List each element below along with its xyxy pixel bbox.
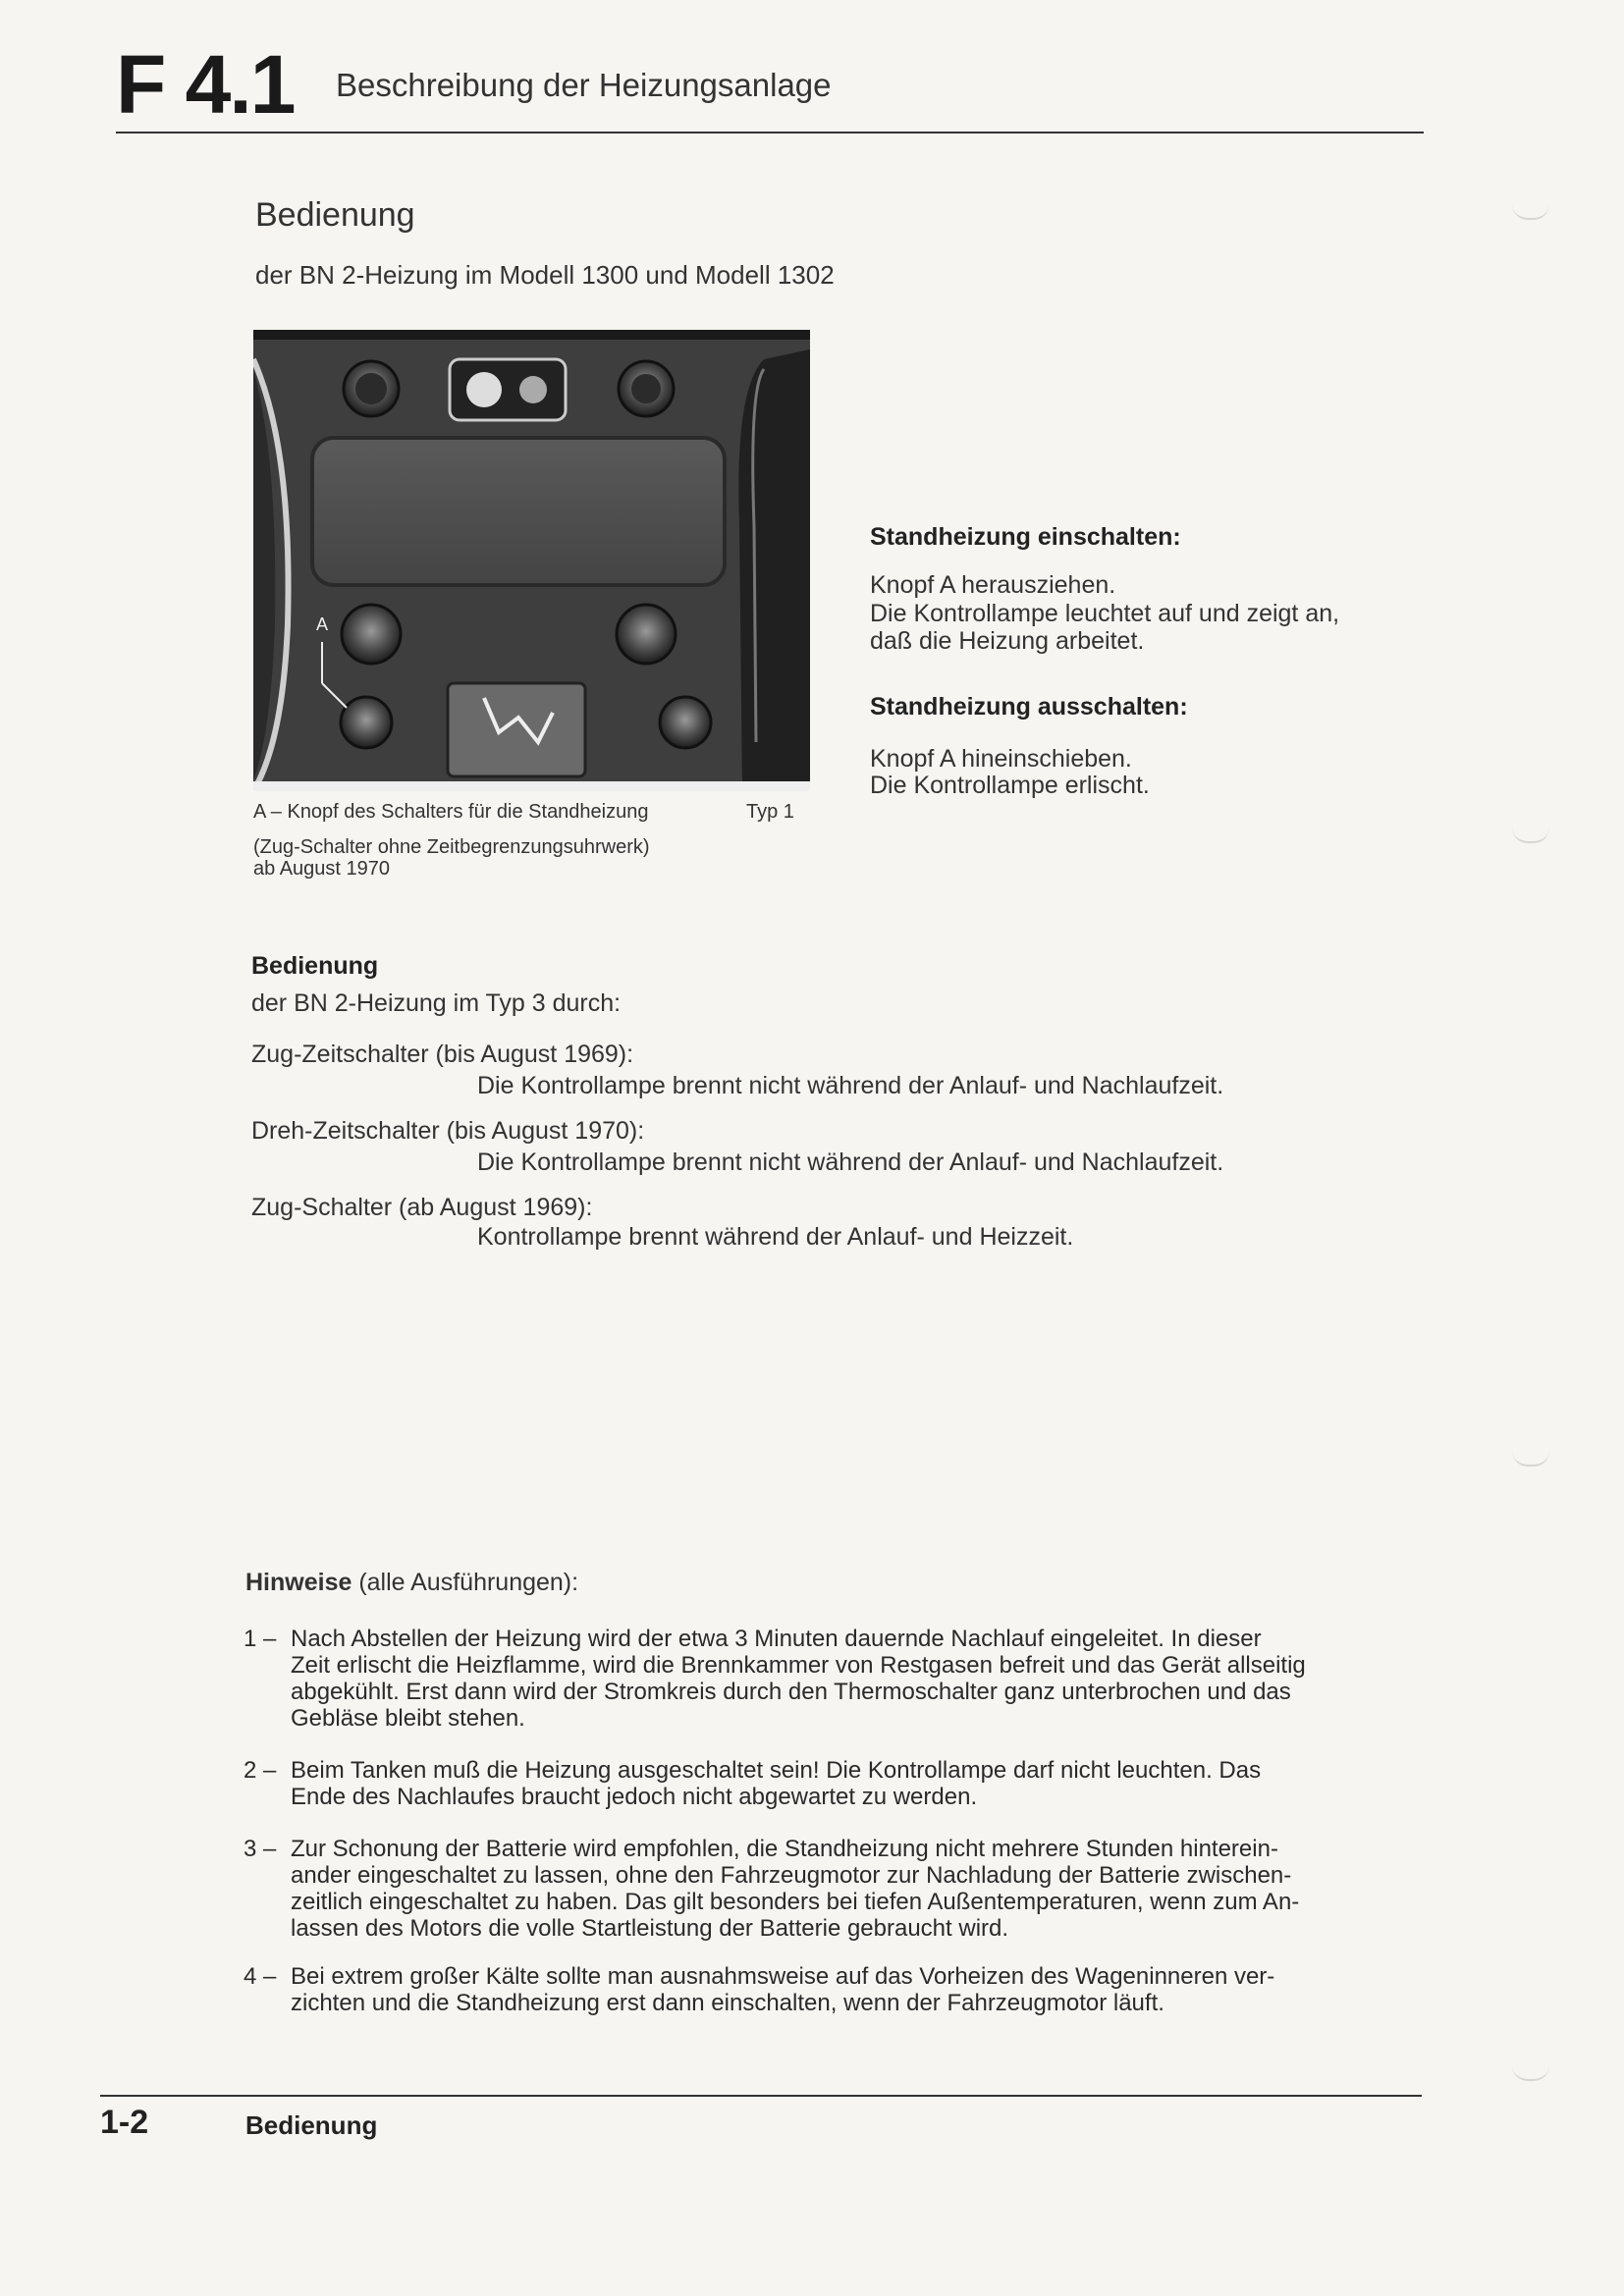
hinweise-title-bold: Hinweise xyxy=(245,1569,352,1596)
figure-label-a: A xyxy=(316,614,329,634)
hinweis-text xyxy=(291,1626,1624,1732)
page-title: Beschreibung der Heizungsanlage xyxy=(336,67,832,103)
typ3-item-desc: Kontrollampe brennt während der Anlauf- und Heizzeit. xyxy=(477,1223,1074,1251)
typ3-item-label: Dreh-Zeitschalter (bis August 1970): xyxy=(251,1117,645,1145)
hinweis-note xyxy=(244,1757,1624,1816)
header-rule xyxy=(116,132,1424,133)
intro-heading: Bedienung xyxy=(255,196,415,234)
hinweise-title-rest: (alle Ausführungen): xyxy=(358,1569,579,1596)
hinweis-line: Zeit erlischt die Heizflamme, wird die Brennkammer von Restgasen befreit und das Gerät allseitig xyxy=(291,1652,1306,1679)
typ3-heading: Bedienung xyxy=(251,952,379,980)
hinweis-line: abgekühlt. Erst dann wird der Stromkreis durch den Thermoschalter ganz unterbrochen und das xyxy=(291,1679,1291,1705)
hinweis-line: Beim Tanken muß die Heizung ausgeschaltet sein! Die Kontrollampe darf nicht leuchten. Das xyxy=(291,1757,1262,1784)
standheizung-on-line2: Die Kontrollampe leuchtet auf und zeigt an, xyxy=(870,600,1340,627)
typ3-item-desc: Die Kontrollampe brennt nicht während der Anlauf- und Nachlaufzeit. xyxy=(477,1072,1224,1099)
figure-caption-line3: ab August 1970 xyxy=(253,858,391,880)
hinweis-line: Gebläse bleibt stehen. xyxy=(291,1705,525,1732)
hinweis-note xyxy=(244,1836,1624,1944)
figure-caption-line1: A – Knopf des Schalters für die Standheizung xyxy=(253,801,649,823)
hinweis-line: ander eingeschaltet zu lassen, ohne den Fahrzeugmotor zur Nachladung der Batterie zwischen- xyxy=(291,1862,1292,1889)
hinweis-number: 1 – xyxy=(244,1626,277,1652)
section-code: F 4.1 xyxy=(116,38,295,131)
hinweis-line: Ende des Nachlaufes braucht jedoch nicht abgewartet zu werden. xyxy=(291,1784,978,1810)
typ3-subheading: der BN 2-Heizung im Typ 3 durch: xyxy=(251,989,622,1017)
typ3-item-label: Zug-Zeitschalter (bis August 1969): xyxy=(251,1041,634,1068)
hinweis-line: zeitlich eingeschaltet zu haben. Das gilt besonders bei tiefen Außentemperaturen, wenn zum An- xyxy=(291,1889,1300,1915)
typ3-item-label: Zug-Schalter (ab August 1969): xyxy=(251,1194,593,1221)
punch-hole-mark xyxy=(1512,828,1549,843)
footer-label: Bedienung xyxy=(245,2110,378,2140)
punch-hole-mark xyxy=(1512,2065,1549,2081)
figure-caption-type: Typ 1 xyxy=(746,801,794,823)
hinweis-text xyxy=(291,1963,1624,2016)
standheizung-off-title: Standheizung ausschalten: xyxy=(870,693,1188,721)
punch-hole-mark xyxy=(1512,1451,1549,1467)
hinweis-number: 3 – xyxy=(244,1836,277,1862)
footer-rule xyxy=(100,2095,1422,2097)
hinweis-line: Zur Schonung der Batterie wird empfohlen, die Standheizung nicht mehrere Stunden hinterein- xyxy=(291,1836,1278,1862)
hinweise-title xyxy=(245,1569,578,1596)
figure-caption-line2: (Zug-Schalter ohne Zeitbegrenzungsuhrwerk) xyxy=(253,836,650,858)
dashboard-illustration xyxy=(253,330,810,791)
hinweis-line: zichten und die Standheizung erst dann einschalten, wenn der Fahrzeugmotor läuft. xyxy=(291,1990,1164,2016)
page-number: 1-2 xyxy=(100,2104,149,2141)
standheizung-on-line3: daß die Heizung arbeitet. xyxy=(870,627,1145,655)
standheizung-on-line1: Knopf A herausziehen. xyxy=(870,571,1116,599)
dashboard-photo xyxy=(253,330,810,791)
typ3-item-desc: Die Kontrollampe brennt nicht während der Anlauf- und Nachlaufzeit. xyxy=(477,1148,1224,1176)
hinweis-text xyxy=(291,1757,1624,1810)
hinweis-note xyxy=(244,1626,1624,1734)
intro-subheading: der BN 2-Heizung im Modell 1300 und Modell 1302 xyxy=(255,260,835,290)
hinweis-number: 4 – xyxy=(244,1963,277,1990)
hinweis-number: 2 – xyxy=(244,1757,277,1784)
hinweis-line: lassen des Motors die volle Startleistung der Batterie gebraucht wird. xyxy=(291,1915,1009,1942)
hinweis-note xyxy=(244,1963,1624,2022)
hinweis-line: Nach Abstellen der Heizung wird der etwa 3 Minuten dauernde Nachlauf eingeleitet. In dieser xyxy=(291,1626,1262,1652)
hinweis-text xyxy=(291,1836,1624,1942)
punch-hole-mark xyxy=(1512,204,1549,220)
standheizung-off-line1: Knopf A hineinschieben. xyxy=(870,745,1132,773)
standheizung-off-line2: Die Kontrollampe erlischt. xyxy=(870,772,1150,799)
hinweis-line: Bei extrem großer Kälte sollte man ausnahmsweise auf das Vorheizen des Wageninneren ver- xyxy=(291,1963,1275,1990)
standheizung-on-title: Standheizung einschalten: xyxy=(870,523,1181,551)
